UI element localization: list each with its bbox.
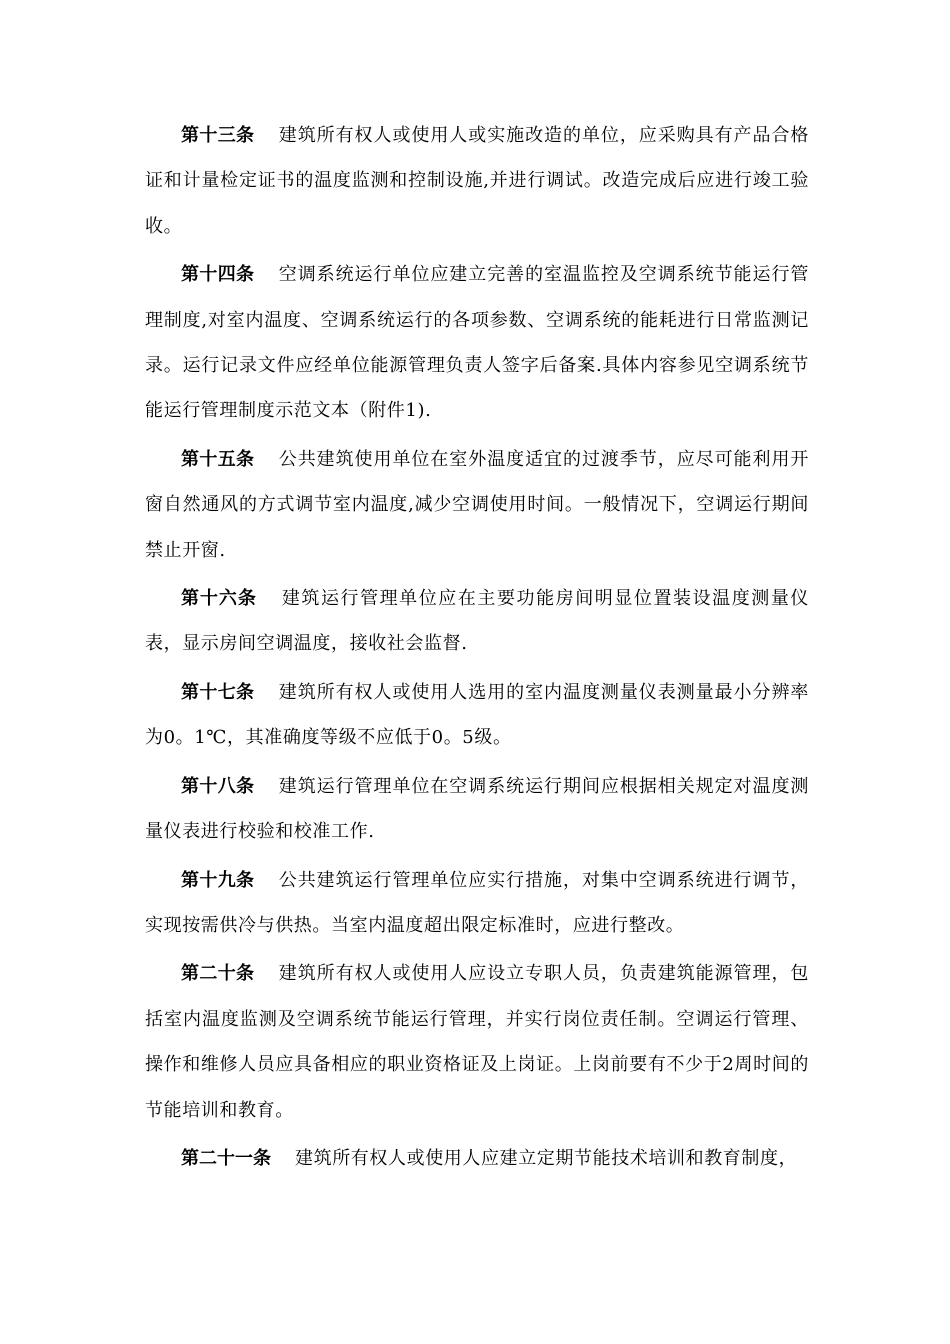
article-19 <box>145 858 809 949</box>
article-number: 第十九条 <box>181 869 255 891</box>
article-20 <box>145 951 809 1133</box>
article-number: 第十八条 <box>181 775 255 797</box>
article-text: 建筑运行管理单位应在主要功能房间明显位置装设温度测量仪表，显示房间空调温度，接收社会监督. <box>145 588 810 655</box>
article-text: 空调系统运行单位应建立完善的室温监控及空调系统节能运行管理制度,对室内温度、空调系统运行的各项参数、空调系统的能耗进行日常监测记录。运行记录文件应经单位能源管理负责人签字后备案.具体内容参见空调系统节能运行管理制度示范文本（附件1). <box>145 264 810 422</box>
article-21 <box>145 1136 809 1181</box>
article-text: 建筑所有权人或使用人选用的室内温度测量仪表测量最小分辨率为0。1℃，其准确度等级不应低于0。5级。 <box>145 681 810 749</box>
article-number: 第二十条 <box>181 963 255 985</box>
article-15 <box>145 437 809 573</box>
article-16 <box>145 576 809 667</box>
article-text: 建筑所有权人或使用人或实施改造的单位，应采购具有产品合格证和计量检定证书的温度监测和控制设施,并进行调试。改造完成后应进行竣工验收。 <box>145 125 810 237</box>
article-number: 第十三条 <box>181 125 255 146</box>
article-14 <box>145 252 809 434</box>
document-page <box>145 113 809 1184</box>
article-number: 第十四条 <box>181 264 255 286</box>
article-text: 建筑运行管理单位在空调系统运行期间应根据相关规定对温度测量仪表进行校验和校准工作. <box>145 775 810 843</box>
article-number: 第十七条 <box>181 681 255 703</box>
article-number: 第十六条 <box>181 588 257 610</box>
article-17 <box>145 670 809 761</box>
article-text: 公共建筑使用单位在室外温度适宜的过渡季节，应尽可能利用开窗自然通风的方式调节室内温度,减少空调使用时间。一般情况下，空调运行期间禁止开窗. <box>145 448 810 561</box>
article-18 <box>145 764 809 855</box>
article-13 <box>145 113 809 249</box>
article-text: 公共建筑运行管理单位应实行措施，对集中空调系统进行调节，实现按需供冷与供热。当室内温度超出限定标准时，应进行整改。 <box>145 869 810 936</box>
article-text: 建筑所有权人或使用人应设立专职人员，负责建筑能源管理，包括室内温度监测及空调系统节能运行管理，并实行岗位责任制。空调运行管理、操作和维修人员应具备相应的职业资格证及上岗证。上岗前要有不少于2周时间的节能培训和教育。 <box>145 963 810 1121</box>
article-number: 第十五条 <box>181 448 255 470</box>
article-number: 第二十一条 <box>181 1147 271 1169</box>
article-text: 建筑所有权人或使用人应建立定期节能技术培训和教育制度， <box>295 1147 798 1169</box>
